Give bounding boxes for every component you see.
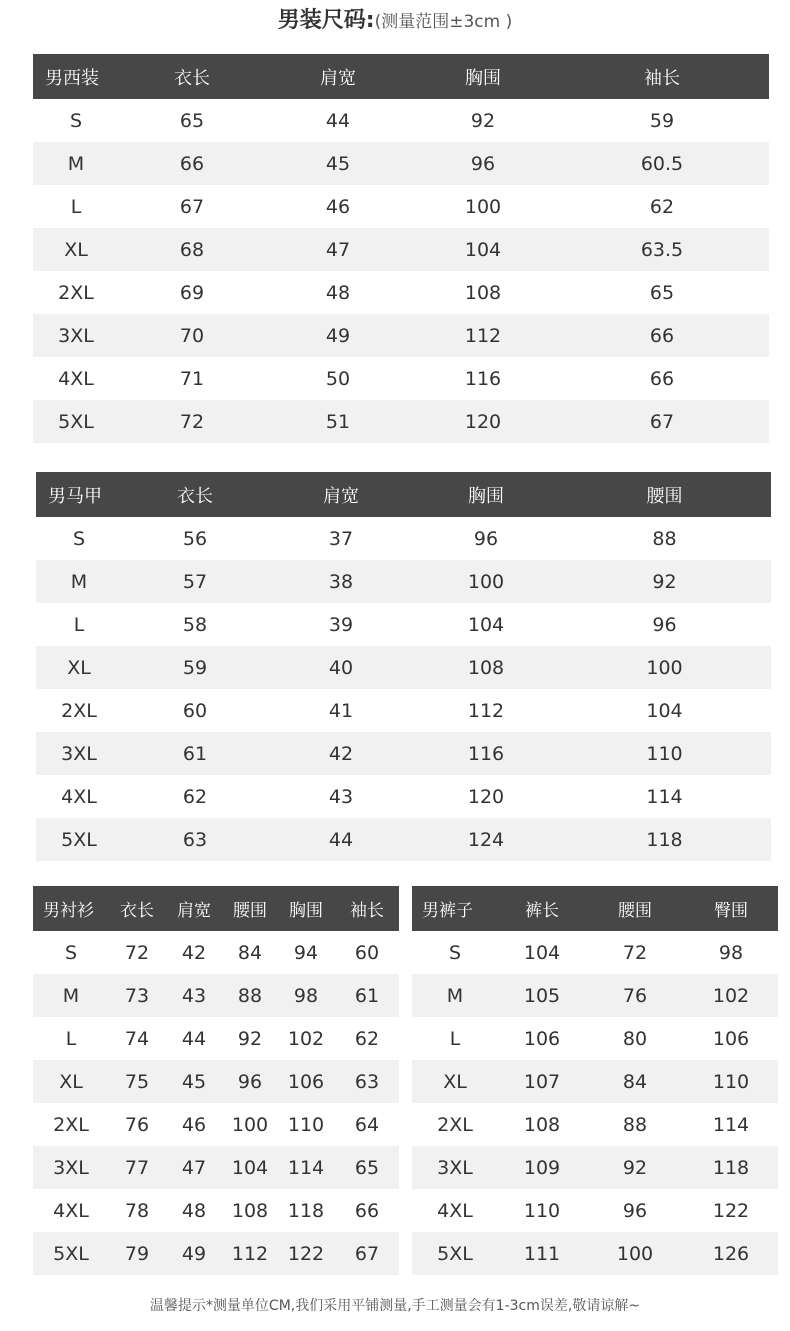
measurement-cell: 77 [109, 1146, 165, 1189]
table-row [33, 228, 769, 271]
size-label-cell: M [412, 974, 498, 1017]
measurement-cell: 72 [119, 400, 265, 443]
table-row [36, 689, 771, 732]
size-label-cell: L [449, 1027, 461, 1050]
size-label-cell: 4XL [53, 1199, 89, 1222]
measurement-cell: 116 [464, 367, 502, 390]
measurement-cell: 62 [649, 195, 675, 218]
measurement-cell: 110 [684, 1060, 778, 1103]
table-header-cell: 裤长 [498, 886, 586, 931]
measurement-cell: 58 [182, 613, 208, 636]
measurement-cell: 59 [649, 109, 675, 132]
table-row [33, 400, 769, 443]
measurement-cell: 98 [277, 974, 335, 1017]
table-header-row [33, 54, 769, 99]
size-label-cell: 3XL [36, 732, 122, 775]
table-row [412, 1189, 778, 1232]
table-row [36, 732, 771, 775]
table-header-cell: 肩宽 [165, 886, 223, 931]
measurement-cell: 62 [354, 1027, 380, 1050]
table-row [33, 314, 769, 357]
measurement-cell: 120 [467, 785, 505, 808]
table-header-cell: 男西装 [33, 54, 119, 99]
measurement-cell: 106 [277, 1060, 335, 1103]
measurement-cell: 78 [124, 1199, 150, 1222]
size-label-cell: 3XL [33, 314, 119, 357]
measurement-cell: 96 [622, 1199, 648, 1222]
measurement-cell: 61 [122, 732, 268, 775]
measurement-cell: 67 [555, 400, 769, 443]
measurement-cell: 104 [223, 1146, 277, 1189]
measurement-cell: 120 [411, 400, 555, 443]
measurement-cell: 114 [646, 785, 683, 808]
table-row [412, 1103, 778, 1146]
measurement-cell: 118 [558, 818, 771, 861]
measurement-cell: 112 [411, 314, 555, 357]
measurement-cell: 112 [223, 1232, 277, 1275]
table-row [33, 99, 769, 142]
size-label-cell: XL [412, 1060, 498, 1103]
measurement-cell: 104 [467, 613, 505, 636]
table-header-cell: 胸围 [277, 886, 335, 931]
table-header-cell: 衣长 [119, 54, 265, 99]
size-label-cell: L [65, 1027, 77, 1050]
measurement-cell: 110 [558, 732, 771, 775]
measurement-cell: 96 [411, 142, 555, 185]
size-label-cell: 5XL [33, 400, 119, 443]
table-row [412, 1060, 778, 1103]
measurement-cell: 66 [555, 314, 769, 357]
measurement-cell: 64 [354, 1113, 380, 1136]
table-row [36, 603, 771, 646]
table-row [33, 1103, 399, 1146]
size-label-cell: 5XL [36, 818, 122, 861]
measurement-cell: 68 [119, 228, 265, 271]
size-label-cell: L [70, 195, 82, 218]
measurement-cell: 44 [268, 818, 414, 861]
table-header-cell: 胸围 [411, 54, 555, 99]
measurement-cell: 71 [179, 367, 205, 390]
measurement-cell: 42 [181, 941, 207, 964]
measurement-cell: 80 [622, 1027, 648, 1050]
measurement-cell: 79 [109, 1232, 165, 1275]
measurement-cell: 48 [325, 281, 351, 304]
measurement-cell: 122 [712, 1199, 750, 1222]
measurement-cell: 65 [335, 1146, 399, 1189]
measurement-cell: 47 [165, 1146, 223, 1189]
measurement-cell: 48 [181, 1199, 207, 1222]
measurement-cell: 105 [498, 974, 586, 1017]
measurement-cell: 104 [523, 941, 561, 964]
size-label-cell: 2XL [437, 1113, 473, 1136]
size-label-cell: 3XL [412, 1146, 498, 1189]
size-label-cell: 4XL [437, 1199, 473, 1222]
measurement-cell: 40 [268, 646, 414, 689]
table-header-cell: 袖长 [555, 54, 769, 99]
measurement-cell: 122 [277, 1232, 335, 1275]
measurement-cell: 63 [335, 1060, 399, 1103]
size-label-cell: M [36, 560, 122, 603]
measurement-cell: 60 [182, 699, 208, 722]
table-row [33, 357, 769, 400]
shirt-size-table [33, 886, 399, 1275]
measurement-cell: 92 [558, 560, 771, 603]
table-row [33, 1189, 399, 1232]
table-row [33, 1146, 399, 1189]
measurement-cell: 96 [473, 527, 499, 550]
measurement-cell: 66 [119, 142, 265, 185]
measurement-cell: 49 [165, 1232, 223, 1275]
measurement-cell: 100 [464, 195, 502, 218]
table-header-cell: 男马甲 [36, 472, 122, 517]
measurement-cell: 72 [124, 941, 150, 964]
measurement-cell: 72 [622, 941, 648, 964]
table-row [36, 775, 771, 818]
measurement-cell: 69 [179, 281, 205, 304]
measurement-cell: 108 [523, 1113, 561, 1136]
measurement-cell: 124 [414, 818, 558, 861]
measurement-cell: 114 [277, 1146, 335, 1189]
title-measure-range: (测量范围±3cm ) [374, 12, 513, 32]
measurement-cell: 39 [328, 613, 354, 636]
table-row [412, 1017, 778, 1060]
measurement-cell: 57 [122, 560, 268, 603]
measurement-cell: 43 [328, 785, 354, 808]
measurement-cell: 100 [231, 1113, 269, 1136]
measurement-cell: 94 [293, 941, 319, 964]
measurement-cell: 59 [122, 646, 268, 689]
measurement-cell: 107 [498, 1060, 586, 1103]
measurement-cell: 66 [649, 367, 675, 390]
size-label-cell: 5XL [33, 1232, 109, 1275]
measurement-cell: 102 [684, 974, 778, 1017]
measurement-cell: 46 [181, 1113, 207, 1136]
measurement-cell: 84 [586, 1060, 684, 1103]
measurement-cell: 60 [354, 941, 380, 964]
measurement-cell: 118 [684, 1146, 778, 1189]
measurement-cell: 67 [179, 195, 205, 218]
measurement-cell: 65 [649, 281, 675, 304]
measurement-cell: 49 [265, 314, 411, 357]
measurement-cell: 84 [237, 941, 263, 964]
table-row [33, 974, 399, 1017]
measurement-cell: 74 [124, 1027, 150, 1050]
size-label-cell: 2XL [61, 699, 97, 722]
size-label-cell: S [72, 527, 86, 550]
size-label-cell: 5XL [412, 1232, 498, 1275]
measurement-cell: 56 [182, 527, 208, 550]
measurement-cell: 61 [335, 974, 399, 1017]
size-label-cell: XL [33, 1060, 109, 1103]
size-label-cell: 4XL [61, 785, 97, 808]
table-header-cell: 腰围 [223, 886, 277, 931]
table-row [412, 974, 778, 1017]
measurement-cell: 110 [287, 1113, 325, 1136]
measurement-cell: 100 [414, 560, 558, 603]
measurement-cell: 100 [586, 1232, 684, 1275]
table-header-cell: 臀围 [684, 886, 778, 931]
measurement-cell: 104 [411, 228, 555, 271]
measurement-cell: 108 [231, 1199, 269, 1222]
measurement-cell: 88 [622, 1113, 648, 1136]
size-label-cell: XL [33, 228, 119, 271]
table-row [33, 185, 769, 228]
table-header-row [412, 886, 778, 931]
measurement-cell: 110 [523, 1199, 561, 1222]
measurement-cell: 67 [335, 1232, 399, 1275]
measurement-cell: 42 [268, 732, 414, 775]
measurement-cell: 45 [265, 142, 411, 185]
measurement-cell: 76 [124, 1113, 150, 1136]
size-label-cell: S [448, 941, 462, 964]
measurement-cell: 102 [287, 1027, 325, 1050]
measurement-cell: 126 [684, 1232, 778, 1275]
table-header-cell: 肩宽 [268, 472, 414, 517]
measurement-cell: 73 [109, 974, 165, 1017]
measurement-cell: 98 [718, 941, 744, 964]
measurement-cell: 108 [464, 281, 502, 304]
table-header-cell: 男衬衫 [33, 886, 109, 931]
table-row [412, 931, 778, 974]
size-label-cell: 2XL [53, 1113, 89, 1136]
measurement-cell: 92 [470, 109, 496, 132]
measurement-cell: 96 [223, 1060, 277, 1103]
table-header-cell: 男裤子 [412, 886, 498, 931]
table-header-cell: 腰围 [586, 886, 684, 931]
table-header-row [33, 886, 399, 931]
table-row [36, 646, 771, 689]
measurement-cell: 43 [165, 974, 223, 1017]
measurement-cell: 88 [223, 974, 277, 1017]
measurement-cell: 106 [523, 1027, 561, 1050]
measurement-cell: 116 [414, 732, 558, 775]
footer-note: 温馨提示*测量单位CM,我们采用平铺测量,手工测量会有1-3cm误差,敬请谅解~ [149, 1298, 641, 1314]
table-row [33, 1060, 399, 1103]
table-row [36, 517, 771, 560]
size-label-cell: 4XL [58, 367, 94, 390]
table-header-cell: 肩宽 [265, 54, 411, 99]
measurement-cell: 70 [119, 314, 265, 357]
table-header-cell: 袖长 [335, 886, 399, 931]
measurement-cell: 65 [179, 109, 205, 132]
measurement-cell: 51 [265, 400, 411, 443]
table-row [33, 931, 399, 974]
measurement-cell: 44 [181, 1027, 207, 1050]
measurement-cell: 76 [586, 974, 684, 1017]
page-title [0, 2, 790, 40]
measurement-cell: 104 [646, 699, 683, 722]
measurement-cell: 63.5 [555, 228, 769, 271]
measurement-cell: 50 [325, 367, 351, 390]
measurement-cell: 37 [328, 527, 354, 550]
measurement-cell: 60.5 [555, 142, 769, 185]
measurement-cell: 109 [498, 1146, 586, 1189]
vest-size-table [36, 472, 771, 861]
measurement-cell: 62 [182, 785, 208, 808]
table-row [33, 1017, 399, 1060]
measurement-cell: 63 [122, 818, 268, 861]
measurement-cell: 96 [652, 613, 677, 636]
measurement-cell: 44 [325, 109, 351, 132]
table-row [412, 1146, 778, 1189]
measurement-cell: 114 [712, 1113, 750, 1136]
size-label-cell: M [33, 974, 109, 1017]
size-label-cell: 2XL [58, 281, 94, 304]
size-label-cell: M [33, 142, 119, 185]
measurement-cell: 92 [586, 1146, 684, 1189]
measurement-cell: 92 [237, 1027, 263, 1050]
table-row [36, 560, 771, 603]
suit-size-table [33, 54, 769, 443]
table-row [33, 1232, 399, 1275]
table-header-row [36, 472, 771, 517]
table-row [33, 271, 769, 314]
size-label-cell: S [69, 109, 83, 132]
table-row [33, 142, 769, 185]
table-header-cell: 衣长 [122, 472, 268, 517]
size-label-cell: S [64, 941, 78, 964]
size-label-cell: L [73, 613, 85, 636]
measurement-cell: 41 [328, 699, 354, 722]
measurement-cell: 45 [165, 1060, 223, 1103]
title-main: 男装尺码: [277, 8, 375, 33]
table-header-cell: 胸围 [414, 472, 558, 517]
measurement-cell: 66 [354, 1199, 380, 1222]
table-row [36, 818, 771, 861]
measurement-cell: 47 [265, 228, 411, 271]
measurement-cell: 38 [268, 560, 414, 603]
measurement-cell: 111 [498, 1232, 586, 1275]
pants-size-table [412, 886, 778, 1275]
measurement-cell: 46 [325, 195, 351, 218]
table-row [412, 1232, 778, 1275]
measurement-cell: 106 [712, 1027, 750, 1050]
size-label-cell: XL [36, 646, 122, 689]
measurement-cell: 88 [652, 527, 677, 550]
measurement-cell: 112 [467, 699, 505, 722]
table-header-cell: 腰围 [558, 472, 771, 517]
measurement-cell: 108 [414, 646, 558, 689]
measurement-cell: 100 [558, 646, 771, 689]
measurement-cell: 75 [109, 1060, 165, 1103]
measurement-cell: 118 [287, 1199, 325, 1222]
size-label-cell: 3XL [33, 1146, 109, 1189]
table-header-cell: 衣长 [109, 886, 165, 931]
